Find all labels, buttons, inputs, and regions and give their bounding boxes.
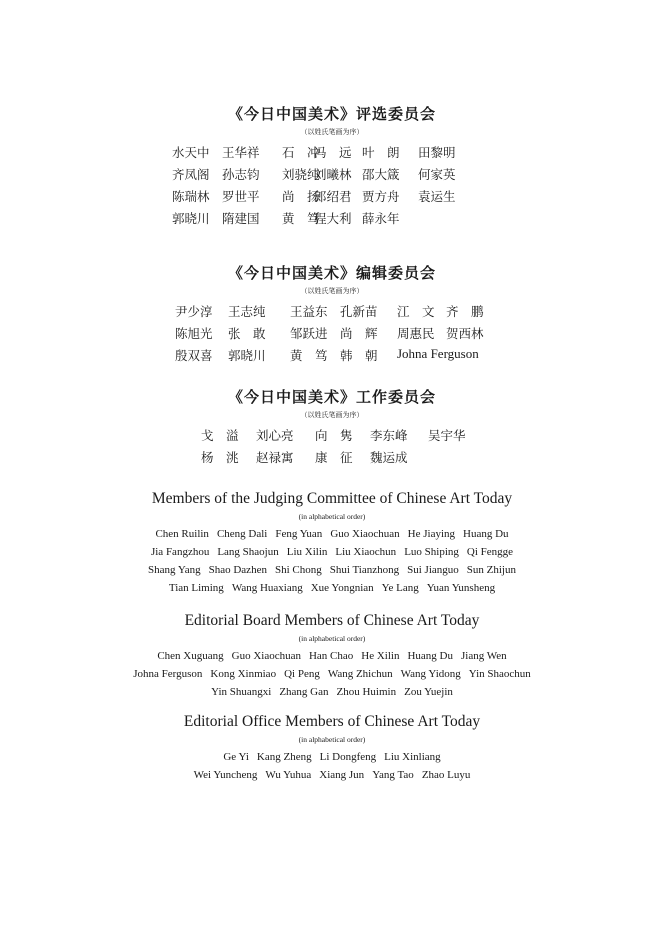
member-name: Wei Yuncheng	[193, 769, 258, 781]
member-name: 周惠民	[397, 326, 435, 341]
member-name: Guo Xiaochuan	[330, 528, 400, 540]
name-list	[0, 143, 664, 231]
member-name: Xue Yongnian	[310, 582, 374, 594]
member-name: 水天中	[172, 145, 210, 160]
member-name: 吴宇华	[428, 428, 466, 443]
member-name: 何家英	[418, 167, 456, 182]
member-name: 齐凤阁	[172, 167, 210, 182]
member-name: Luo Shiping	[404, 546, 459, 558]
member-name: Chen Ruilin	[155, 528, 209, 540]
member-name: 尚 扬	[282, 189, 320, 204]
member-name: 石 冲	[282, 145, 320, 160]
member-name: 王华祥	[222, 145, 260, 160]
member-name: 向 隽	[315, 428, 353, 443]
member-name: Zhao Luyu	[421, 769, 471, 781]
member-name: Chen Xuguang	[157, 650, 224, 662]
member-name: 贾方舟	[362, 189, 400, 204]
name-row	[0, 324, 664, 346]
ordering-note: （以姓氏笔画为序）	[300, 128, 364, 136]
member-name: 韩 朝	[340, 348, 378, 363]
member-name: 王志纯	[228, 304, 266, 319]
name-row	[0, 647, 664, 665]
member-name: Huang Du	[463, 528, 509, 540]
name-row	[0, 543, 664, 561]
member-name: 孔新苗	[340, 304, 378, 319]
member-name: 尚 辉	[340, 326, 378, 341]
name-row	[0, 302, 664, 324]
member-name: 黄 笃	[282, 211, 320, 226]
editorial-board-en	[0, 612, 664, 701]
name-row	[0, 426, 664, 448]
member-name: He Xilin	[361, 650, 400, 662]
member-name: Wang Zhichun	[327, 668, 393, 680]
member-name: Liu Xiaochun	[335, 546, 397, 558]
member-name: 刘曦林	[314, 167, 352, 182]
member-name: Zhang Gan	[279, 686, 329, 698]
name-list	[0, 748, 664, 784]
member-name: Jiang Wen	[461, 650, 507, 662]
ordering-note: （以姓氏笔画为序）	[300, 287, 364, 295]
member-name: Wang Yidong	[400, 668, 461, 680]
member-name: 郭晓川	[228, 348, 266, 363]
section-title: 《今日中国美术》工作委员会	[227, 388, 436, 406]
ordering-note: （以姓氏笔画为序）	[300, 411, 364, 419]
member-name: Li Dongfeng	[319, 751, 377, 763]
member-name: Wu Yuhua	[265, 769, 312, 781]
member-name: 江 文	[397, 304, 435, 319]
member-name: 郭晓川	[172, 211, 210, 226]
member-name: Ge Yi	[223, 751, 249, 763]
member-name: 程大利	[314, 211, 352, 226]
member-name: Lang Shaojun	[217, 546, 279, 558]
member-name: 贺西林	[446, 326, 484, 341]
member-name: Han Chao	[308, 650, 354, 662]
name-row	[0, 525, 664, 543]
member-name: 郎绍君	[314, 189, 352, 204]
member-name: Cheng Dali	[216, 528, 268, 540]
member-name: He Jiaying	[407, 528, 456, 540]
member-name: 王益东	[290, 304, 328, 319]
member-name: Shao Dazhen	[208, 564, 267, 576]
name-row	[0, 346, 664, 368]
member-name: Shui Tianzhong	[329, 564, 400, 576]
name-row	[0, 561, 664, 579]
name-row	[0, 165, 664, 187]
member-name: Liu Xilin	[286, 546, 328, 558]
name-row	[0, 665, 664, 683]
member-name: Guo Xiaochuan	[231, 650, 301, 662]
member-name: 齐 鹏	[446, 304, 484, 319]
member-name: Qi Fengge	[466, 546, 514, 558]
member-name: Ye Lang	[381, 582, 419, 594]
office-committee-cn	[0, 386, 664, 470]
member-name: 罗世平	[222, 189, 260, 204]
member-name: 叶 朗	[362, 145, 400, 160]
member-name: Zhou Huimin	[336, 686, 397, 698]
section-title: 《今日中国美术》编辑委员会	[227, 264, 436, 282]
name-list	[0, 647, 664, 701]
member-name: Johna Ferguson	[133, 668, 203, 680]
member-name: Yang Tao	[372, 769, 414, 781]
member-name: Sun Zhijun	[466, 564, 516, 576]
member-name: Huang Du	[407, 650, 453, 662]
member-name: 陈旭光	[175, 326, 213, 341]
member-name: 隋建国	[222, 211, 260, 226]
member-name: 戈 溢	[201, 428, 239, 443]
editorial-committee-cn	[0, 262, 664, 368]
member-name: Wang Huaxiang	[231, 582, 303, 594]
member-name: 陈瑞林	[172, 189, 210, 204]
name-list	[0, 426, 664, 470]
editorial-office-en	[0, 713, 664, 784]
member-name: Liu Xinliang	[384, 751, 441, 763]
member-name: Yin Shaochun	[468, 668, 531, 680]
member-name: 袁运生	[418, 189, 456, 204]
name-row	[0, 448, 664, 470]
section-title: Editorial Board Members of Chinese Art Today	[184, 612, 480, 629]
name-row	[0, 143, 664, 165]
section-title: 《今日中国美术》评选委员会	[227, 105, 436, 123]
member-name: 殷双喜	[175, 348, 213, 363]
member-name: Johna Ferguson	[397, 346, 479, 361]
member-name: 刘骁纯	[282, 167, 320, 182]
name-row	[0, 766, 664, 784]
member-name: Tian Liming	[168, 582, 224, 594]
member-name: 康 征	[315, 450, 353, 465]
member-name: 张 敢	[228, 326, 266, 341]
member-name: 魏运成	[370, 450, 408, 465]
name-row	[0, 683, 664, 701]
name-row	[0, 579, 664, 597]
ordering-note: (in alphabetical order)	[298, 735, 366, 744]
member-name: 赵禄寓	[256, 450, 294, 465]
member-name: 刘心亮	[256, 428, 294, 443]
member-name: Shi Chong	[274, 564, 322, 576]
member-name: 邵大箴	[362, 167, 400, 182]
name-row	[0, 209, 664, 231]
member-name: Kang Zheng	[256, 751, 312, 763]
judging-committee-cn	[0, 103, 664, 231]
section-title: Members of the Judging Committee of Chinese Art Today	[151, 490, 513, 507]
member-name: 李东峰	[370, 428, 408, 443]
member-name: Sui Jianguo	[407, 564, 459, 576]
member-name: 冯 远	[314, 145, 352, 160]
member-name: Yin Shuangxi	[211, 686, 272, 698]
member-name: Shang Yang	[148, 564, 201, 576]
member-name: Yuan Yunsheng	[426, 582, 496, 594]
member-name: Kong Xinmiao	[210, 668, 277, 680]
member-name: 田黎明	[418, 145, 456, 160]
member-name: 孙志钧	[222, 167, 260, 182]
name-list	[0, 302, 664, 368]
name-row	[0, 748, 664, 766]
member-name: Qi Peng	[284, 668, 320, 680]
section-title: Editorial Office Members of Chinese Art Today	[183, 713, 481, 730]
name-list	[0, 525, 664, 597]
name-row	[0, 187, 664, 209]
ordering-note: (in alphabetical order)	[298, 634, 366, 643]
member-name: Xiang Jun	[319, 769, 365, 781]
member-name: 杨 洮	[201, 450, 239, 465]
member-name: 黄 笃	[290, 348, 328, 363]
member-name: Jia Fangzhou	[150, 546, 210, 558]
member-name: 薛永年	[362, 211, 400, 226]
member-name: 尹少淳	[175, 304, 213, 319]
ordering-note: (in alphabetical order)	[298, 512, 366, 521]
member-name: 邹跃进	[290, 326, 328, 341]
judging-committee-en	[0, 490, 664, 597]
member-name: Zou Yuejin	[404, 686, 453, 698]
member-name: Feng Yuan	[275, 528, 323, 540]
